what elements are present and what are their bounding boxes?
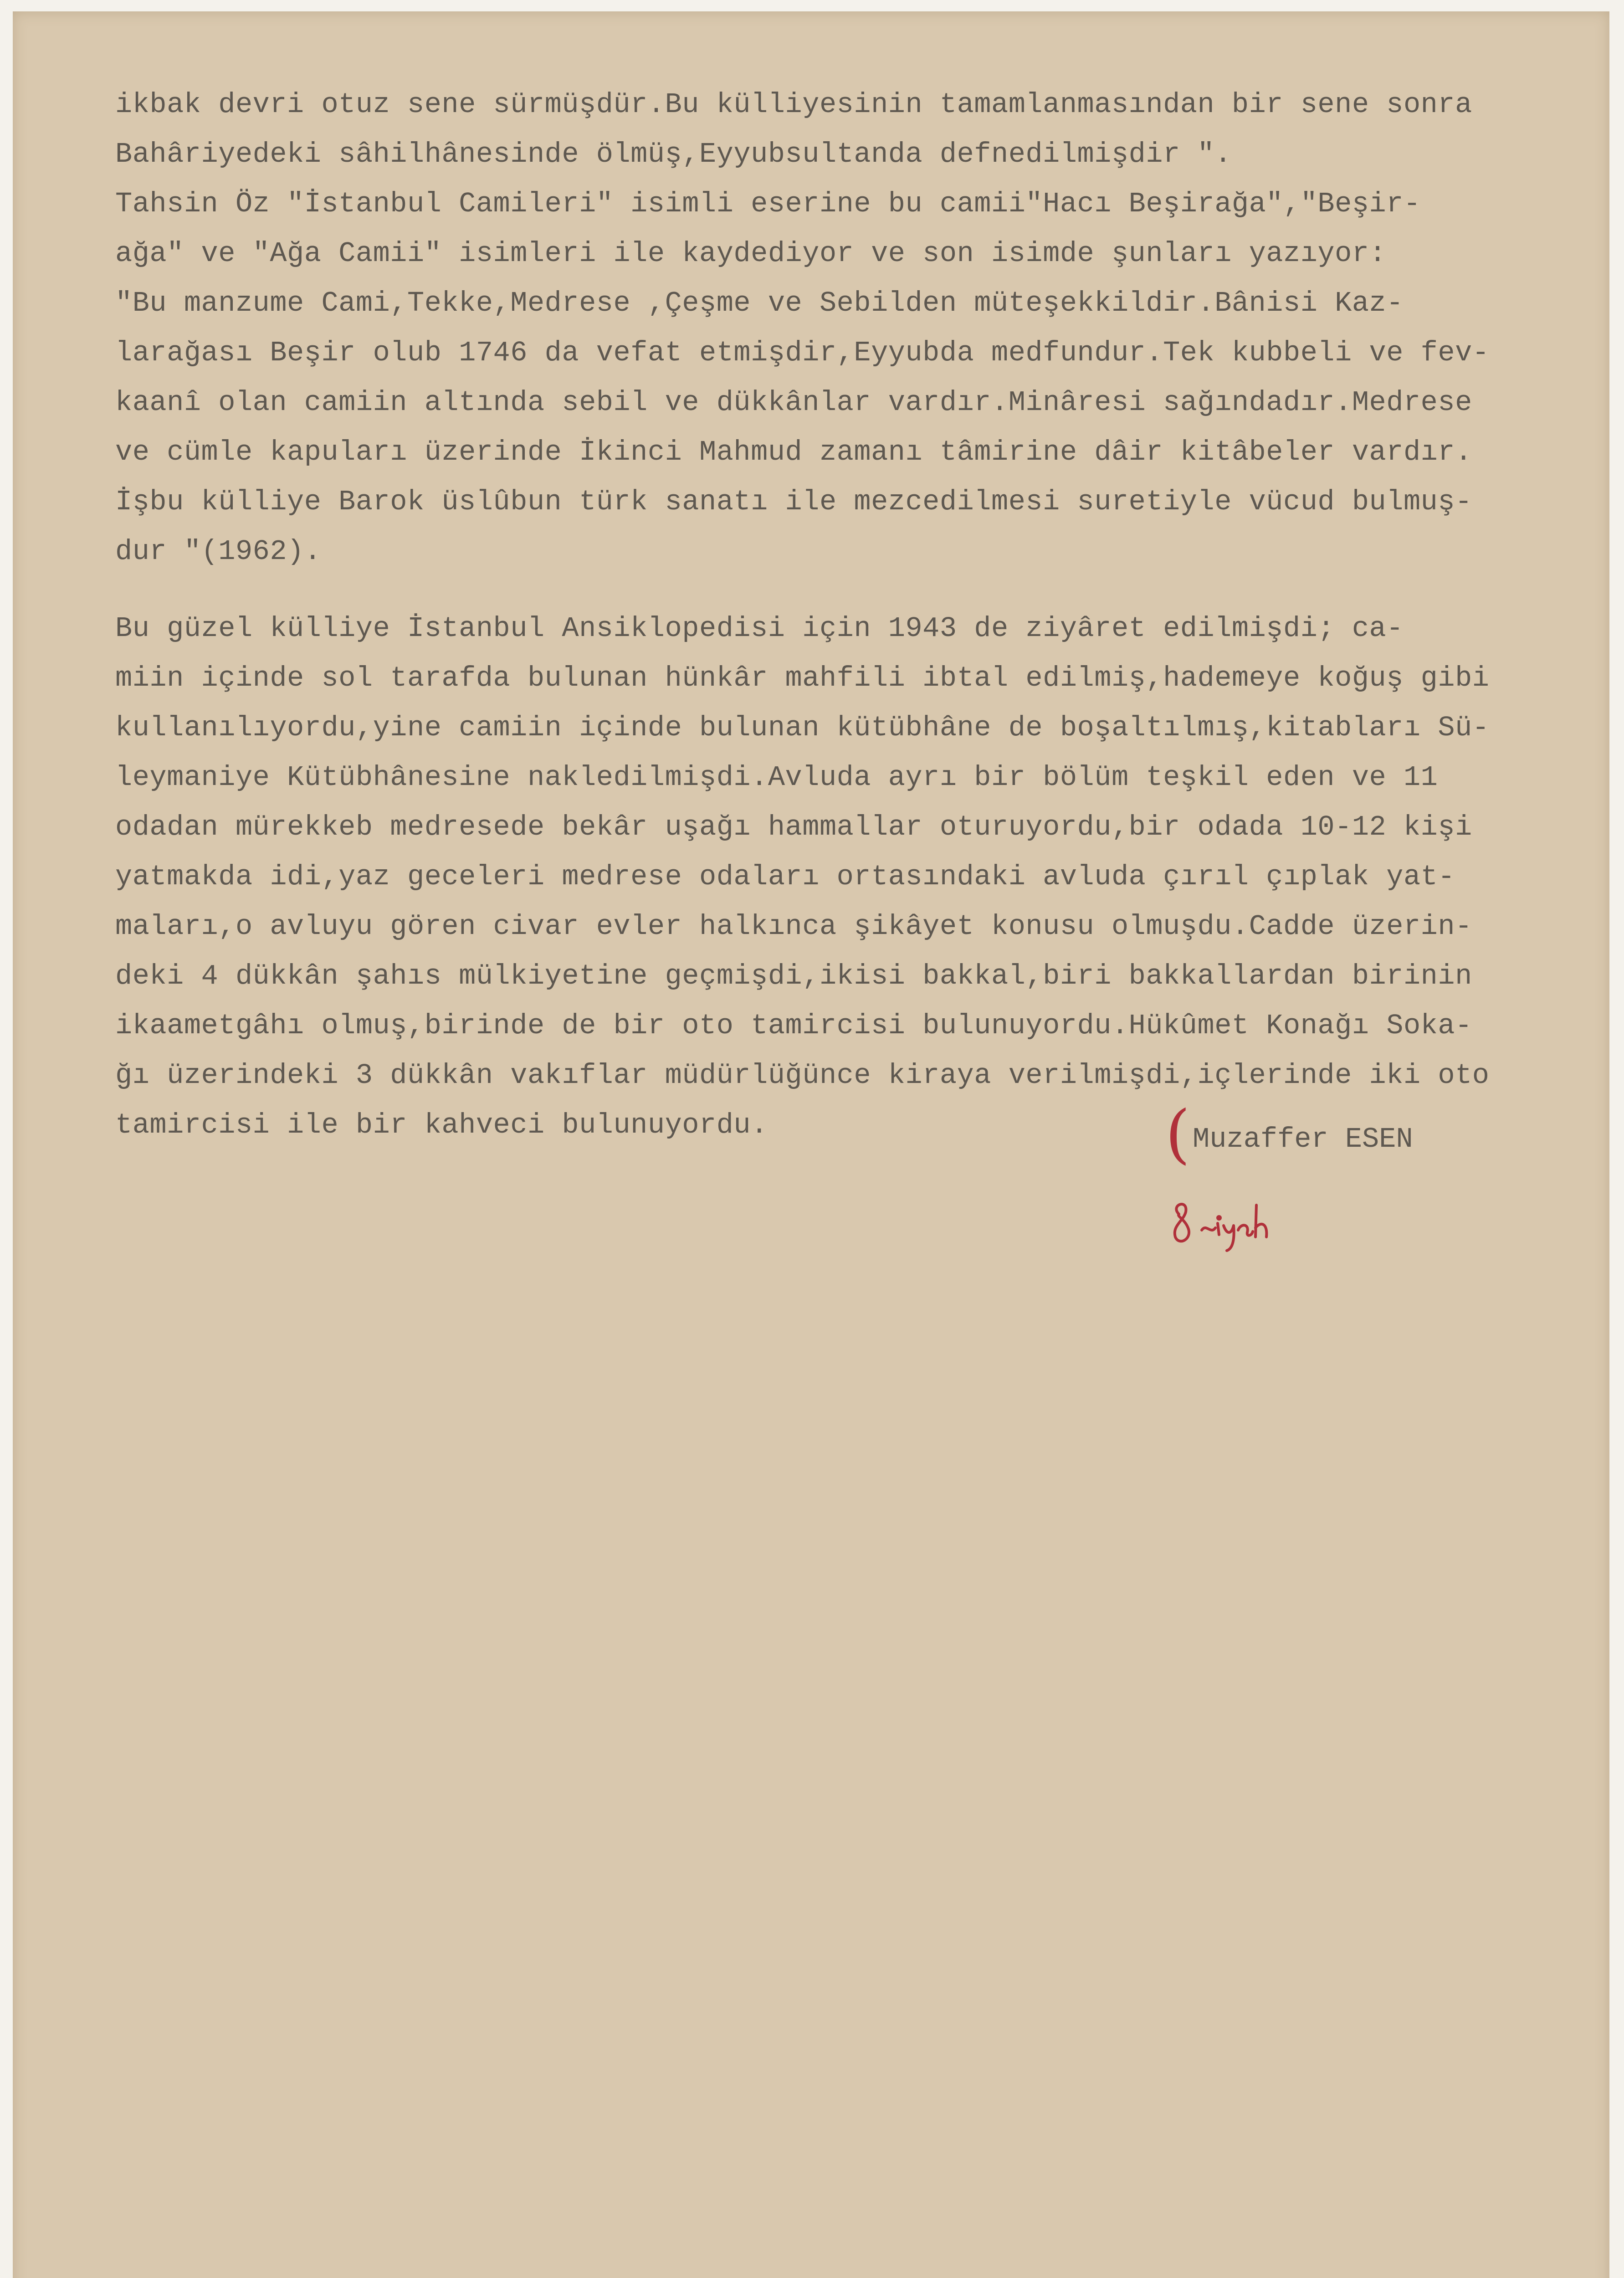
text-line: ağa" ve "Ağa Camii" isimleri ile kaydediyor ve son isimde şunları yazıyor: (115, 237, 1387, 270)
text-line: ve cümle kapuları üzerinde İkinci Mahmud zamanı tâmirine dâir kitâbeler vardır. (115, 436, 1472, 468)
text-line: Tahsin Öz "İstanbul Camileri" isimli eserine bu camii"Hacı Beşirağa","Beşir- (115, 188, 1421, 220)
text-line: larağası Beşir olub 1746 da vefat etmişdir,Eyyubda medfundur.Tek kubbeli ve fev- (115, 337, 1490, 369)
text-line: dur "(1962). (115, 535, 322, 568)
text-line: maları,o avluyu gören civar evler halkınca şikâyet konusu olmuşdu.Cadde üzerin- (115, 910, 1472, 943)
text-line: Bahâriyedeki sâhilhânesinde ölmüş,Eyyubsultanda defnedilmişdir ". (115, 138, 1232, 170)
text-line: ğı üzerindeki 3 dükkân vakıflar müdürlüğünce kiraya verilmişdi,içlerinde iki oto (115, 1059, 1490, 1092)
text-line: ikaametgâhı olmuş,birinde de bir oto tamircisi bulunuyordu.Hükûmet Konağı Soka- (115, 1010, 1472, 1042)
text-line: miin içinde sol tarafda bulunan hünkâr mahfili ibtal edilmiş,hademeye koğuş gibi (115, 662, 1490, 694)
handwritten-note-8-siyah (1165, 1191, 1284, 1255)
text-line: ikbak devri otuz sene sürmüşdür.Bu külliyesinin tamamlanmasından bir sene sonra (115, 88, 1472, 121)
text-line: İşbu külliye Barok üslûbun türk sanatı ile mezcedilmesi suretiyle vücud bulmuş- (115, 486, 1472, 518)
text-line (115, 576, 1573, 604)
text-line: kaanî olan camiin altında sebil ve dükkânlar vardır.Minâresi sağındadır.Medrese (115, 386, 1472, 419)
text-line: tamircisi ile bir kahveci bulunuyordu. (115, 1109, 768, 1141)
text-line: odadan mürekkeb medresede bekâr uşağı hammallar oturuyordu,bir odada 10-12 kişi (115, 811, 1472, 843)
text-line: leymaniye Kütübhânesine nakledilmişdi.Avluda ayrı bir bölüm teşkil eden ve 11 (115, 761, 1438, 794)
text-line: deki 4 dükkân şahıs mülkiyetine geçmişdi,ikisi bakkal,biri bakkallardan birinin (115, 960, 1472, 992)
text-line: Bu güzel külliye İstanbul Ansiklopedisi için 1943 de ziyâret edilmişdi; ca- (115, 612, 1404, 645)
signature-name: Muzaffer ESEN (1193, 1123, 1413, 1155)
paper-page (13, 11, 1609, 2278)
signature-paren: ( (1165, 1097, 1190, 1171)
text-line: kullanılıyordu,yine camiin içinde bulunan kütübhâne de boşaltılmış,kitabları Sü- (115, 712, 1490, 744)
text-line: "Bu manzume Cami,Tekke,Medrese ,Çeşme ve Sebilden müteşekkildir.Bânisi Kaz- (115, 287, 1404, 319)
typed-text-body (115, 80, 1573, 1150)
text-line: yatmakda idi,yaz geceleri medrese odaları ortasındaki avluda çırıl çıplak yat- (115, 861, 1455, 893)
